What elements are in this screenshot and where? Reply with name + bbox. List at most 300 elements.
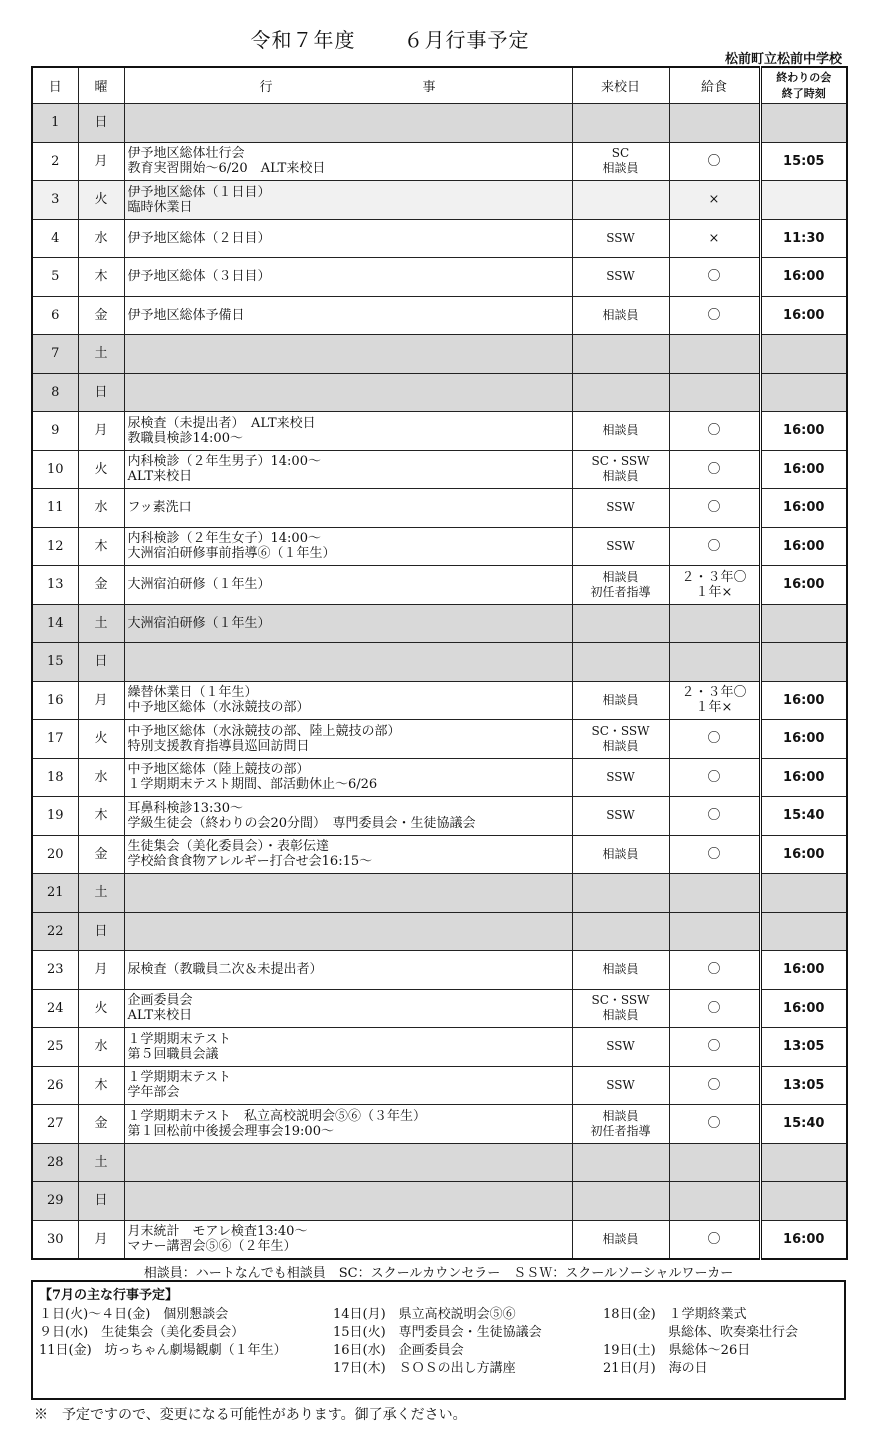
- lunch-line: 〇: [707, 153, 721, 169]
- visitor-line: SSW: [606, 769, 635, 784]
- lunch-line: ×: [708, 192, 720, 208]
- table-row: [32, 489, 847, 528]
- weekday-cell: 金: [78, 566, 124, 605]
- day-cell: 13: [32, 566, 78, 605]
- day-cell: 11: [32, 489, 78, 528]
- end-time-cell: [760, 912, 847, 951]
- lunch-cell: [669, 104, 760, 143]
- lunch-line: ×: [708, 230, 720, 246]
- event-line: 伊予地区総体（１日目）: [127, 184, 271, 200]
- lunch-line: 〇: [707, 461, 721, 477]
- visitor-line: SSW: [606, 500, 635, 515]
- event-line: 企画委員会: [127, 993, 193, 1009]
- weekday-cell: 水: [78, 1028, 124, 1067]
- visitor-cell: [572, 296, 669, 335]
- table-row: [32, 258, 847, 297]
- weekday-cell: 月: [78, 412, 124, 451]
- event-line: １学期期末テスト 私立高校説明会⑤⑥（３年生）: [127, 1108, 426, 1124]
- end-time-cell: 16:00: [760, 720, 847, 759]
- end-time-cell: 15:40: [760, 797, 847, 836]
- lunch-cell: [669, 1066, 760, 1105]
- col-day-header: 日: [32, 67, 78, 104]
- event-line: 教育実習開始～6/20 ALT来校日: [127, 161, 326, 177]
- visitor-cell: [572, 258, 669, 297]
- lunch-line: ２・３年〇: [681, 685, 747, 701]
- end-time-cell: 16:00: [760, 989, 847, 1028]
- weekday-cell: 土: [78, 874, 124, 913]
- event-cell: [124, 1066, 572, 1105]
- table-row: [32, 951, 847, 990]
- table-row: [32, 219, 847, 258]
- event-cell: [124, 1105, 572, 1144]
- visitor-line: 相談員: [602, 692, 639, 707]
- lunch-cell: [669, 335, 760, 374]
- event-cell: [124, 219, 572, 258]
- event-cell: [124, 142, 572, 181]
- lunch-line: 〇: [707, 731, 721, 747]
- end-time-cell: 13:05: [760, 1066, 847, 1105]
- event-line: １学期期末テスト: [127, 1031, 231, 1047]
- visitor-line: 初任者指導: [590, 1123, 651, 1138]
- event-cell: [124, 450, 572, 489]
- visitor-cell: [572, 758, 669, 797]
- weekday-cell: 火: [78, 450, 124, 489]
- event-cell: [124, 373, 572, 412]
- july-col-2: [333, 1306, 542, 1378]
- weekday-cell: 土: [78, 335, 124, 374]
- weekday-cell: 金: [78, 1105, 124, 1144]
- event-cell: [124, 951, 572, 990]
- col-dow-header: 曜: [78, 67, 124, 104]
- event-cell: [124, 335, 572, 374]
- lunch-line: ２・３年〇: [681, 569, 747, 585]
- visitor-cell: [572, 373, 669, 412]
- lunch-cell: [669, 1105, 760, 1144]
- weekday-cell: 火: [78, 989, 124, 1028]
- day-cell: 29: [32, 1182, 78, 1221]
- event-cell: [124, 835, 572, 874]
- event-cell: [124, 566, 572, 605]
- lunch-line: 〇: [707, 1116, 721, 1132]
- lunch-cell: [669, 874, 760, 913]
- visitor-line: SSW: [606, 808, 635, 823]
- visitor-line: SSW: [606, 538, 635, 553]
- lunch-cell: [669, 720, 760, 759]
- lunch-cell: [669, 489, 760, 528]
- lunch-cell: [669, 219, 760, 258]
- header-row: [32, 67, 847, 104]
- event-line: 大洲宿泊研修事前指導⑥（１年生）: [127, 546, 336, 562]
- day-cell: 3: [32, 181, 78, 220]
- end-time-cell: 16:00: [760, 1220, 847, 1259]
- lunch-line: 〇: [707, 500, 721, 516]
- day-cell: 28: [32, 1143, 78, 1182]
- july-item: ９日(水) 生徒集会（美化委員会）: [39, 1325, 245, 1340]
- visitor-line: 相談員: [602, 569, 639, 584]
- table-row: [32, 835, 847, 874]
- day-cell: 25: [32, 1028, 78, 1067]
- visitor-cell: [572, 335, 669, 374]
- end-time-cell: 16:00: [760, 412, 847, 451]
- end-time-cell: [760, 104, 847, 143]
- july-col-1: [39, 1306, 287, 1360]
- end-time-cell: 16:00: [760, 296, 847, 335]
- event-line: 第５回職員会議: [127, 1046, 219, 1062]
- event-line: 中予地区総体（陸上競技の部）: [127, 762, 310, 778]
- table-row: [32, 1182, 847, 1221]
- table-row: [32, 758, 847, 797]
- event-cell: [124, 681, 572, 720]
- weekday-cell: 火: [78, 181, 124, 220]
- table-row: [32, 335, 847, 374]
- end-time-cell: 16:00: [760, 758, 847, 797]
- table-row: [32, 566, 847, 605]
- end-time-cell: 16:00: [760, 566, 847, 605]
- day-cell: 26: [32, 1066, 78, 1105]
- lunch-line: 〇: [707, 962, 721, 978]
- event-line: 生徒集会（美化委員会）・表彰伝達: [127, 839, 330, 855]
- event-cell: [124, 104, 572, 143]
- visitor-line: 相談員: [602, 846, 639, 861]
- event-line: 中予地区総体（水泳競技の部、陸上競技の部）: [127, 723, 401, 739]
- end-time-cell: 15:05: [760, 142, 847, 181]
- day-cell: 30: [32, 1220, 78, 1259]
- end-time-cell: [760, 373, 847, 412]
- visitor-cell: [572, 1105, 669, 1144]
- table-row: [32, 296, 847, 335]
- lunch-cell: [669, 835, 760, 874]
- visitor-cell: [572, 989, 669, 1028]
- event-line: 伊予地区総体壮行会: [127, 146, 245, 162]
- title-month: ６月行事予定: [403, 28, 530, 52]
- event-line: ALT来校日: [127, 1008, 193, 1024]
- lunch-line: 〇: [707, 269, 721, 285]
- day-cell: 18: [32, 758, 78, 797]
- visitor-cell: [572, 489, 669, 528]
- event-line: １学期期末テスト: [127, 1070, 231, 1086]
- lunch-line: 〇: [707, 808, 721, 824]
- end-time-cell: 16:00: [760, 681, 847, 720]
- visitor-line: 相談員: [602, 1231, 639, 1246]
- event-line: マナー講習会⑤⑥（２年生）: [127, 1239, 297, 1254]
- table-row: [32, 643, 847, 682]
- visitor-line: SC・SSW: [591, 454, 650, 469]
- weekday-cell: 火: [78, 720, 124, 759]
- lunch-cell: [669, 951, 760, 990]
- visitor-line: 初任者指導: [590, 584, 651, 599]
- visitor-cell: [572, 1143, 669, 1182]
- day-cell: 27: [32, 1105, 78, 1144]
- weekday-cell: 木: [78, 797, 124, 836]
- visitor-line: SSW: [606, 269, 635, 284]
- lunch-cell: [669, 758, 760, 797]
- weekday-cell: 月: [78, 681, 124, 720]
- lunch-cell: [669, 450, 760, 489]
- visitor-cell: [572, 1182, 669, 1221]
- day-cell: 24: [32, 989, 78, 1028]
- july-item: 15日(火) 専門委員会・生徒協議会: [333, 1325, 542, 1340]
- weekday-cell: 日: [78, 643, 124, 682]
- visitor-cell: [572, 104, 669, 143]
- visitor-cell: [572, 1220, 669, 1259]
- event-cell: [124, 489, 572, 528]
- event-line: 月末統計 モアレ検査13:40～: [127, 1224, 308, 1239]
- visitor-cell: [572, 835, 669, 874]
- lunch-line: 〇: [707, 846, 721, 862]
- end-time-cell: 16:00: [760, 951, 847, 990]
- event-cell: [124, 527, 572, 566]
- table-row: [32, 912, 847, 951]
- end-time-cell: [760, 335, 847, 374]
- visitor-cell: [572, 951, 669, 990]
- july-heading: 【7月の主な行事予定】: [39, 1288, 179, 1303]
- event-line: 伊予地区総体（３日目）: [127, 269, 271, 285]
- event-line: 尿検査（未提出者） ALT来校日: [127, 415, 316, 431]
- visitor-cell: [572, 1028, 669, 1067]
- lunch-line: 〇: [707, 307, 721, 323]
- lunch-line: １年×: [695, 584, 733, 600]
- end-time-cell: 16:00: [760, 489, 847, 528]
- weekday-cell: 金: [78, 296, 124, 335]
- lunch-cell: [669, 566, 760, 605]
- lunch-line: 〇: [707, 769, 721, 785]
- lunch-cell: [669, 1028, 760, 1067]
- july-item: 16日(水) 企画委員会: [333, 1343, 464, 1358]
- end-time-cell: 16:00: [760, 527, 847, 566]
- visitor-cell: [572, 643, 669, 682]
- lunch-line: 〇: [707, 1000, 721, 1016]
- table-row: [32, 874, 847, 913]
- lunch-cell: [669, 797, 760, 836]
- lunch-cell: [669, 604, 760, 643]
- day-cell: 23: [32, 951, 78, 990]
- end-time-cell: [760, 874, 847, 913]
- visitor-line: SC: [611, 146, 630, 161]
- weekday-cell: 木: [78, 527, 124, 566]
- col-end-header: [760, 67, 847, 104]
- end-time-cell: [760, 643, 847, 682]
- visitor-line: SSW: [606, 1039, 635, 1054]
- table-row: [32, 104, 847, 143]
- col-end-header-2: 終了時刻: [781, 86, 826, 100]
- weekday-cell: 木: [78, 1066, 124, 1105]
- lunch-cell: [669, 989, 760, 1028]
- table-row: [32, 989, 847, 1028]
- day-cell: 7: [32, 335, 78, 374]
- july-col-3: [603, 1306, 798, 1378]
- end-time-cell: 15:40: [760, 1105, 847, 1144]
- visitor-line: 相談員: [602, 1008, 639, 1023]
- table-row: [32, 142, 847, 181]
- july-item: 県総体、吹奏楽壮行会: [603, 1325, 799, 1340]
- visitor-line: 相談員: [602, 469, 639, 484]
- event-line: 教職員検診14:00～: [127, 430, 243, 446]
- end-time-cell: 16:00: [760, 258, 847, 297]
- event-line: 耳鼻科検診13:30～: [127, 800, 243, 816]
- lunch-line: 〇: [707, 538, 721, 554]
- event-line: 内科検診（２年生女子）14:00～: [127, 531, 321, 547]
- event-cell: [124, 412, 572, 451]
- event-cell: [124, 181, 572, 220]
- end-time-cell: [760, 181, 847, 220]
- event-cell: [124, 1028, 572, 1067]
- end-time-cell: [760, 1182, 847, 1221]
- visitor-cell: [572, 412, 669, 451]
- end-time-cell: 13:05: [760, 1028, 847, 1067]
- day-cell: 12: [32, 527, 78, 566]
- visitor-line: 相談員: [602, 1108, 639, 1123]
- weekday-cell: 水: [78, 489, 124, 528]
- weekday-cell: 日: [78, 1182, 124, 1221]
- event-line: 大洲宿泊研修（１年生）: [127, 615, 271, 631]
- end-time-cell: 11:30: [760, 219, 847, 258]
- visitor-cell: [572, 527, 669, 566]
- lunch-cell: [669, 1182, 760, 1221]
- table-row: [32, 1105, 847, 1144]
- table-row: [32, 720, 847, 759]
- lunch-line: 〇: [707, 1039, 721, 1055]
- col-visit-header: 来校日: [572, 67, 669, 104]
- event-cell: [124, 874, 572, 913]
- visitor-cell: [572, 797, 669, 836]
- event-cell: [124, 296, 572, 335]
- visitor-line: SC・SSW: [591, 723, 650, 738]
- weekday-cell: 月: [78, 142, 124, 181]
- visitor-cell: [572, 720, 669, 759]
- visitor-cell: [572, 566, 669, 605]
- july-item: 18日(金) １学期終業式: [603, 1307, 747, 1322]
- day-cell: 8: [32, 373, 78, 412]
- day-cell: 4: [32, 219, 78, 258]
- visitor-line: 相談員: [602, 307, 639, 322]
- visitor-cell: [572, 604, 669, 643]
- table-row: [32, 681, 847, 720]
- event-cell: [124, 720, 572, 759]
- school-name: 松前町立松前中学校: [724, 52, 842, 67]
- weekday-cell: 月: [78, 1220, 124, 1259]
- event-line: 第１回松前中後援会理事会19:00～: [127, 1123, 334, 1139]
- day-cell: 16: [32, 681, 78, 720]
- event-line: 尿検査（教職員二次＆未提出者）: [127, 962, 323, 978]
- lunch-cell: [669, 912, 760, 951]
- visitor-line: 相談員: [602, 423, 639, 438]
- visitor-cell: [572, 874, 669, 913]
- event-line: 臨時休業日: [127, 199, 193, 215]
- event-line: 特別支援教育指導員巡回訪問日: [127, 738, 310, 754]
- table-row: [32, 1220, 847, 1259]
- july-item: 11日(金) 坊っちゃん劇場観劇（１年生）: [39, 1343, 287, 1358]
- table-row: [32, 373, 847, 412]
- day-cell: 14: [32, 604, 78, 643]
- event-line: 中予地区総体（水泳競技の部）: [127, 700, 310, 716]
- event-line: 学年部会: [127, 1085, 180, 1101]
- july-item: 14日(月) 県立高校説明会⑤⑥: [333, 1307, 516, 1322]
- day-cell: 17: [32, 720, 78, 759]
- event-line: ALT来校日: [127, 469, 193, 485]
- lunch-cell: [669, 373, 760, 412]
- lunch-cell: [669, 681, 760, 720]
- visitor-cell: [572, 142, 669, 181]
- event-cell: [124, 643, 572, 682]
- table-row: [32, 412, 847, 451]
- lunch-line: 〇: [707, 423, 721, 439]
- day-cell: 19: [32, 797, 78, 836]
- col-event-header: [124, 67, 572, 104]
- day-cell: 1: [32, 104, 78, 143]
- lunch-cell: [669, 258, 760, 297]
- day-cell: 9: [32, 412, 78, 451]
- legend: 相談員：ハートなんでも相談員 SC：スクールカウンセラー ＳＳＷ：スクールソーシャルワーカー: [143, 1266, 734, 1281]
- day-cell: 21: [32, 874, 78, 913]
- event-line: 伊予地区総体（２日目）: [127, 230, 271, 246]
- visitor-line: 相談員: [602, 738, 639, 753]
- weekday-cell: 土: [78, 604, 124, 643]
- lunch-line: 〇: [707, 1077, 721, 1093]
- event-line: 伊予地区総体予備日: [127, 307, 245, 323]
- day-cell: 10: [32, 450, 78, 489]
- lunch-line: １年×: [695, 700, 733, 716]
- day-cell: 5: [32, 258, 78, 297]
- event-line: 大洲宿泊研修（１年生）: [127, 577, 271, 593]
- visitor-cell: [572, 219, 669, 258]
- table-row: [32, 1066, 847, 1105]
- table-row: [32, 1143, 847, 1182]
- day-cell: 15: [32, 643, 78, 682]
- july-events-box: [31, 1280, 846, 1400]
- col-end-header-1: 終わりの会: [776, 70, 832, 84]
- end-time-cell: [760, 604, 847, 643]
- weekday-cell: 日: [78, 104, 124, 143]
- table-row: [32, 527, 847, 566]
- event-line: 繰替休業日（１年生）: [127, 685, 258, 701]
- end-time-cell: 16:00: [760, 835, 847, 874]
- event-line: 内科検診（２年生男子）14:00～: [127, 454, 321, 470]
- title-year: 令和７年度: [250, 28, 356, 52]
- end-time-cell: [760, 1143, 847, 1182]
- lunch-cell: [669, 1220, 760, 1259]
- lunch-cell: [669, 412, 760, 451]
- weekday-cell: 木: [78, 258, 124, 297]
- lunch-cell: [669, 181, 760, 220]
- day-cell: 22: [32, 912, 78, 951]
- schedule-table: [31, 66, 848, 1260]
- col-event-header-a: 行: [259, 80, 273, 95]
- col-event-header-b: 事: [422, 80, 436, 95]
- weekday-cell: 日: [78, 373, 124, 412]
- table-row: [32, 181, 847, 220]
- page-title: [0, 24, 780, 53]
- footer-note: ※ 予定ですので、変更になる可能性があります。御了承ください。: [34, 1407, 467, 1423]
- lunch-cell: [669, 643, 760, 682]
- event-cell: [124, 989, 572, 1028]
- table-row: [32, 450, 847, 489]
- visitor-line: SSW: [606, 1077, 635, 1092]
- visitor-cell: [572, 912, 669, 951]
- visitor-cell: [572, 681, 669, 720]
- event-cell: [124, 912, 572, 951]
- event-cell: [124, 1143, 572, 1182]
- weekday-cell: 土: [78, 1143, 124, 1182]
- event-cell: [124, 797, 572, 836]
- july-item: 17日(木) ＳＯＳの出し方講座: [333, 1361, 516, 1376]
- weekday-cell: 月: [78, 951, 124, 990]
- lunch-line: 〇: [707, 1231, 721, 1247]
- visitor-cell: [572, 181, 669, 220]
- day-cell: 20: [32, 835, 78, 874]
- lunch-cell: [669, 527, 760, 566]
- event-cell: [124, 258, 572, 297]
- event-line: １学期期末テスト期間、部活動休止～6/26: [127, 777, 378, 793]
